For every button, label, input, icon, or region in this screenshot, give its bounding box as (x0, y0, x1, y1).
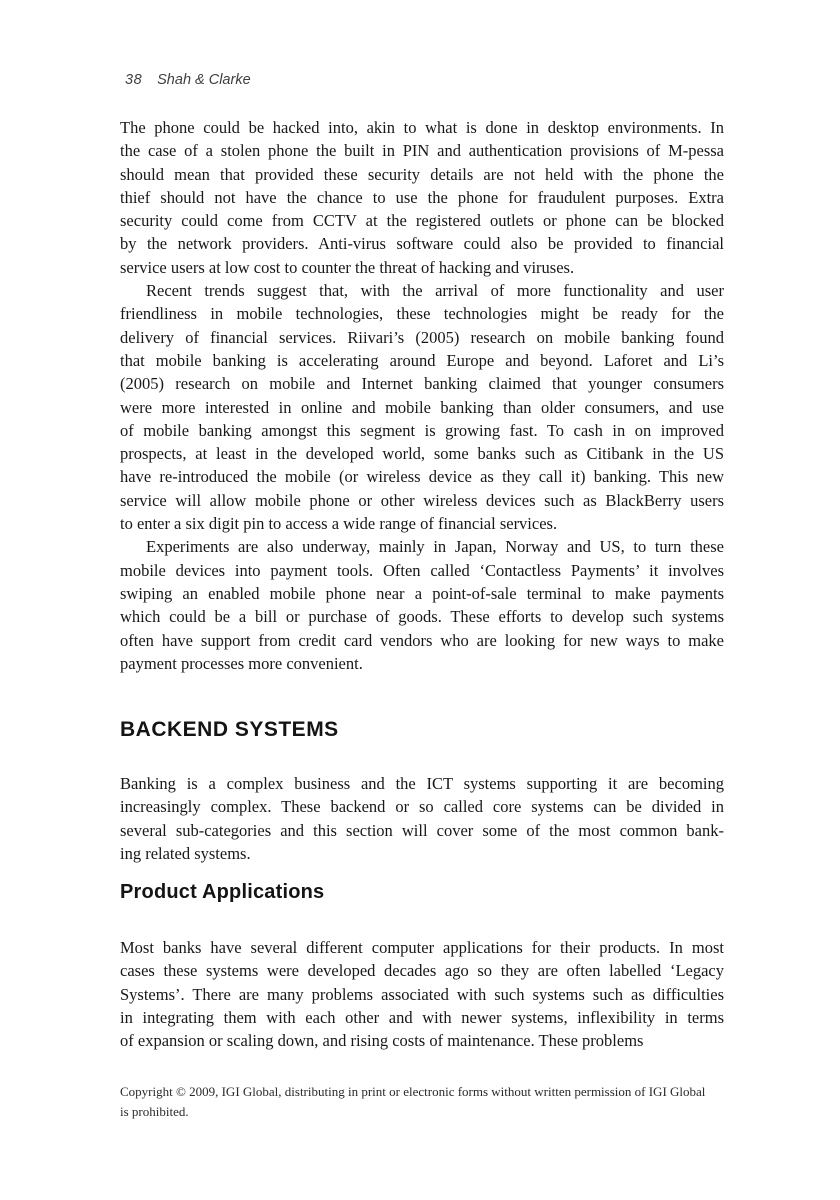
text-line: swiping an enabled mobile phone near a point-of-sale terminal to make payments (120, 583, 724, 603)
section-paragraphs (120, 772, 724, 865)
running-header (125, 72, 251, 88)
text-line: Most banks have several different computer applications for their products. In most (120, 938, 724, 957)
text-line: have re-introduced the mobile (or wireless device as they call it) banking. This new (120, 467, 724, 487)
text-line: thief should not have the chance to use the phone for fraudulent purposes. Extra (120, 187, 724, 207)
paragraph (120, 772, 724, 865)
text-line: service users at low cost to counter the threat of hacking and viruses. (120, 257, 575, 277)
text-line: friendliness in mobile technologies, these technologies might be ready for the (120, 304, 724, 324)
paragraph (120, 535, 724, 675)
page-number: 38 (125, 72, 143, 88)
text-line: ing related systems. (120, 843, 251, 863)
paragraph (120, 279, 724, 535)
text-line: were more interested in online and mobile banking than older consumers, and use (120, 397, 724, 417)
text-line: is prohibited. (120, 1104, 189, 1119)
text-line: of mobile banking amongst this segment is growing fast. To cash in on improved (120, 420, 724, 440)
text-line: The phone could be hacked into, akin to what is done in desktop environments. In (120, 118, 724, 137)
text-line: several sub-categories and this section will cover some of the most common bank- (120, 820, 724, 840)
text-line: Recent trends suggest that, with the arrival of more functionality and user (146, 281, 724, 301)
text-line: should mean that provided these security details are not held with the phone the (120, 164, 724, 184)
copyright-text (120, 1082, 730, 1122)
subsection-heading-product-applications: Product Applications (120, 881, 325, 903)
text-line: Experiments are also underway, mainly in Japan, Norway and US, to turn these (146, 537, 724, 557)
copyright-footer (120, 1082, 730, 1122)
text-line: (2005) research on mobile and Internet banking claimed that younger consumers (120, 374, 724, 394)
text-line: Banking is a complex business and the ICT systems supporting it are becoming (120, 774, 724, 793)
intro-paragraphs (120, 116, 724, 675)
text-line: that mobile banking is accelerating around Europe and beyond. Laforet and Li’s (120, 350, 724, 370)
paragraph (120, 936, 724, 1052)
text-line: by the network providers. Anti-virus software could also be provided to financial (120, 234, 724, 254)
text-line: Copyright © 2009, IGI Global, distributing in print or electronic forms without written permission of IGI Global (120, 1084, 706, 1099)
paragraph (120, 116, 724, 279)
text-line: Systems’. There are many problems associated with such systems such as difficulties (120, 984, 724, 1004)
text-line: service will allow mobile phone or other wireless devices such as BlackBerry users (120, 490, 724, 510)
section-heading-backend-systems: BACKEND SYSTEMS (120, 718, 339, 741)
subsection-paragraphs (120, 936, 724, 1052)
text-line: which could be a bill or purchase of goods. These efforts to develop such systems (120, 607, 724, 627)
text-line: mobile devices into payment tools. Often called ‘Contactless Payments’ it involves (120, 560, 724, 580)
text-line: of expansion or scaling down, and rising costs of maintenance. These problems (120, 1031, 644, 1051)
text-line: cases these systems were developed decades ago so they are often labelled ‘Legacy (120, 961, 724, 981)
text-line: to enter a six digit pin to access a wide range of financial services. (120, 514, 558, 534)
text-line: prospects, at least in the developed world, some banks such as Citibank in the US (120, 444, 724, 464)
text-line: payment processes more convenient. (120, 653, 363, 673)
text-line: increasingly complex. These backend or so called core systems can be divided in (120, 797, 724, 817)
text-line: security could come from CCTV at the registered outlets or phone can be blocked (120, 211, 724, 231)
text-line: the case of a stolen phone the built in PIN and authentication provisions of M-pessa (120, 141, 724, 161)
text-line: delivery of financial services. Riivari’s (2005) research on mobile banking found (120, 327, 724, 347)
text-line: often have support from credit card vendors who are looking for new ways to make (120, 630, 724, 650)
text-line: in integrating them with each other and with newer systems, inflexibility in terms (120, 1007, 724, 1027)
running-title: Shah & Clarke (157, 72, 251, 88)
